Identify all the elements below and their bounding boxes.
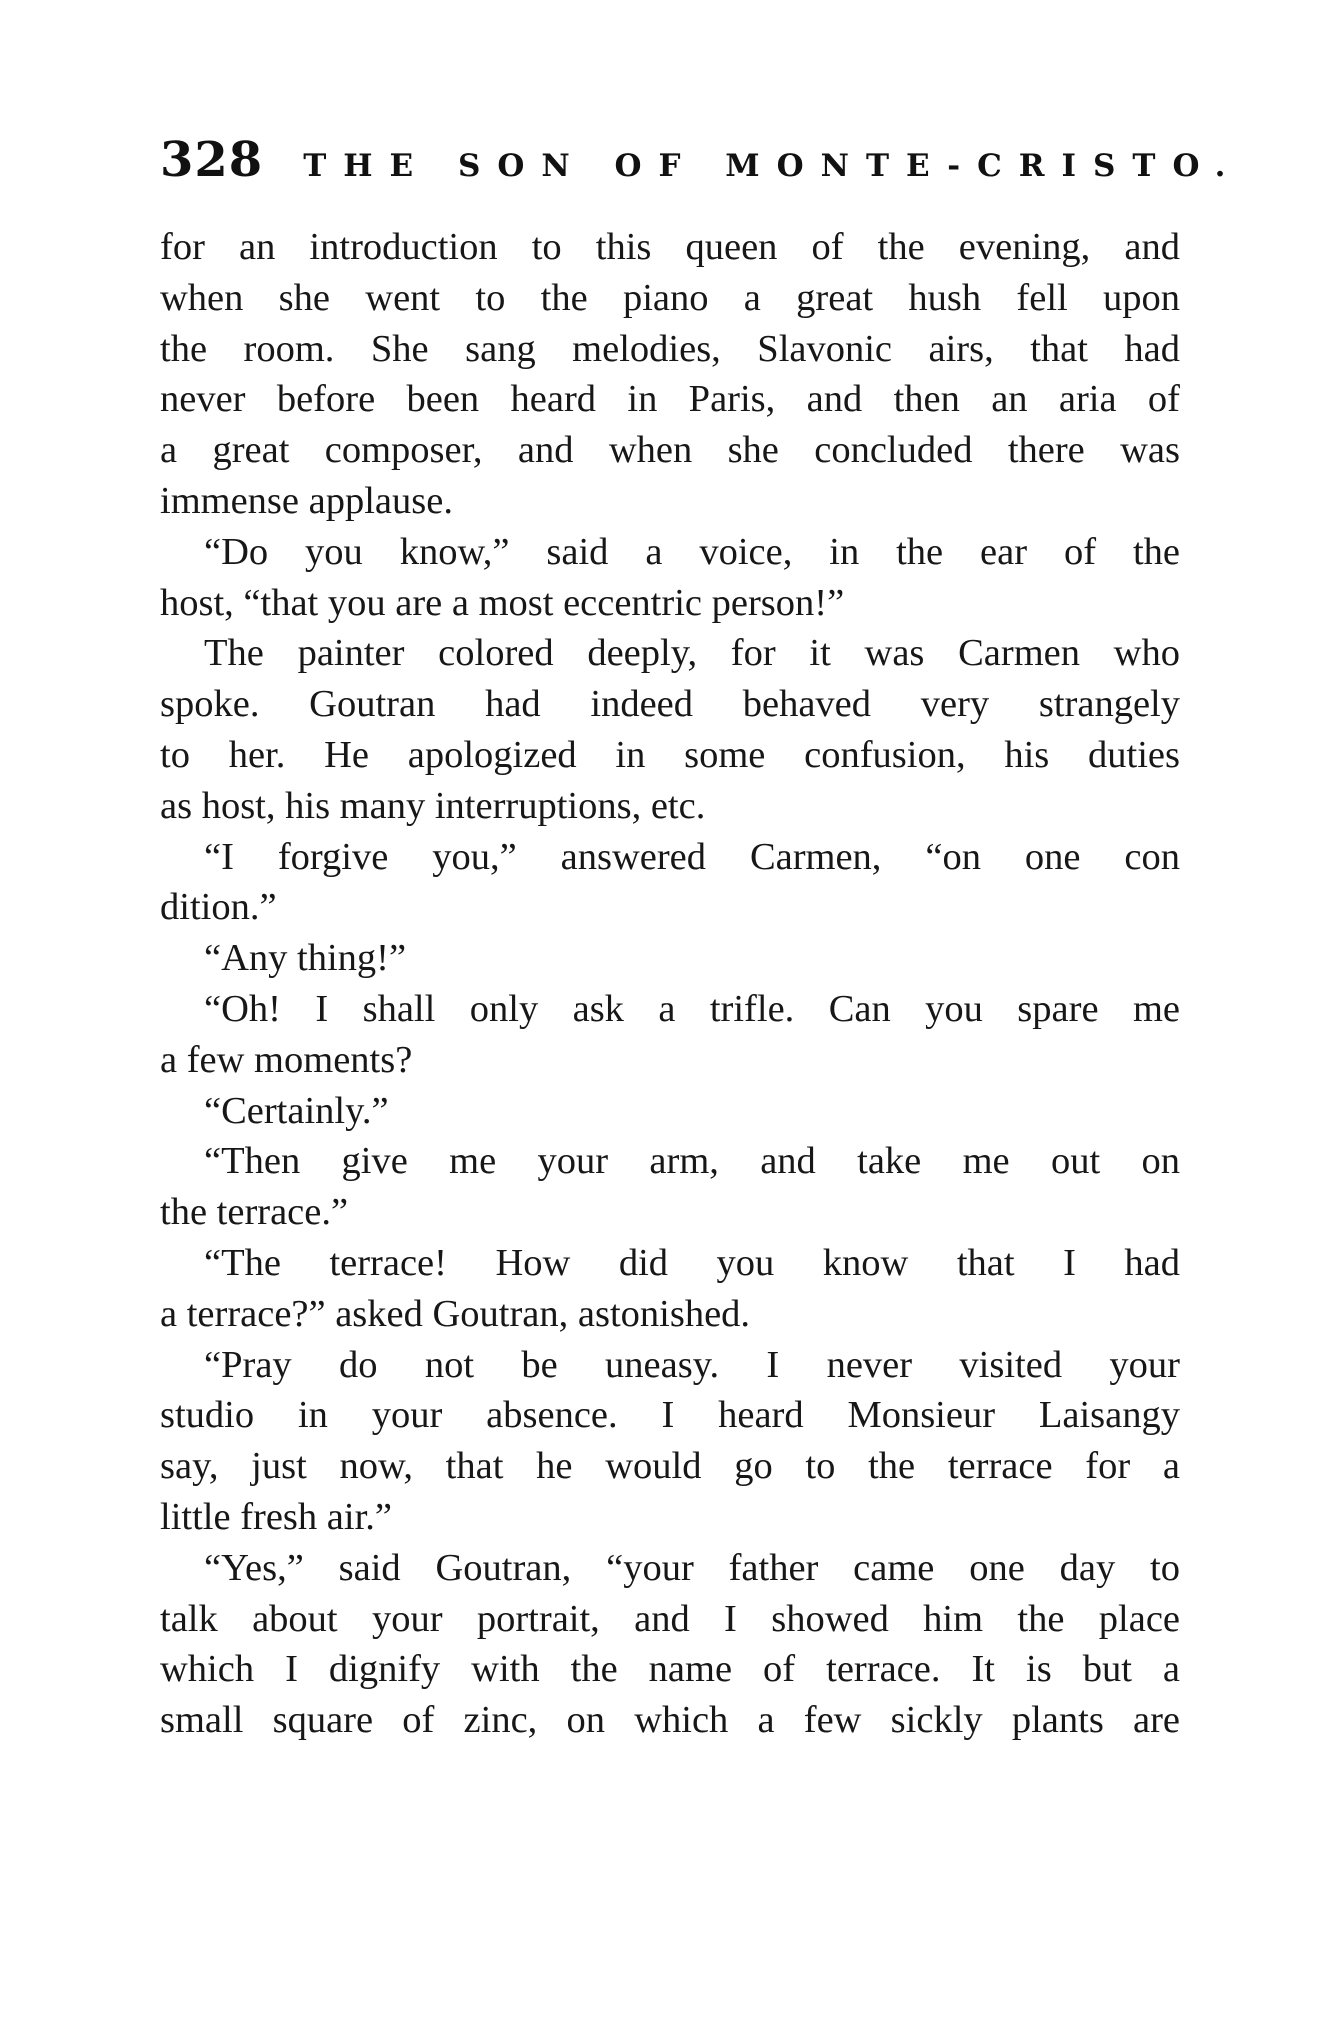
text-line: “Pray do not be uneasy. I never visited your <box>204 1343 1180 1386</box>
body-text <box>160 222 1180 1746</box>
page-header <box>160 132 1243 192</box>
text-line: which I dignify with the name of terrace. It is but a <box>160 1648 1180 1691</box>
text-line: “The terrace! How did you know that I had <box>204 1241 1180 1284</box>
text-line: “Yes,” said Goutran, “your father came one day to <box>204 1546 1180 1589</box>
text-line: “Certainly.” <box>204 1089 389 1132</box>
text-line: spoke. Goutran had indeed behaved very strangely <box>160 683 1180 726</box>
text-line: The painter colored deeply, for it was Carmen who <box>204 632 1180 675</box>
text-line: “Then give me your arm, and take me out on <box>204 1140 1180 1183</box>
text-line: “I forgive you,” answered Carmen, “on one con <box>204 835 1180 878</box>
text-line: small square of zinc, on which a few sickly plants are <box>160 1699 1180 1742</box>
text-line: immense applause. <box>160 479 453 522</box>
text-line: a terrace?” asked Goutran, astonished. <box>160 1292 751 1335</box>
text-line: never before been heard in Paris, and then an aria of <box>160 378 1180 421</box>
text-line: “Do you know,” said a voice, in the ear of the <box>204 530 1180 573</box>
text-line: little fresh air.” <box>160 1495 392 1538</box>
text-line: for an introduction to this queen of the evening, and <box>160 226 1180 268</box>
text-line: as host, his many interruptions, etc. <box>160 784 706 827</box>
text-line: “Any thing!” <box>204 937 407 980</box>
text-line: a few moments? <box>160 1038 413 1081</box>
text-line: studio in your absence. I heard Monsieur Laisangy <box>160 1394 1180 1437</box>
running-title: THE SON OF MONTE-CRISTO. <box>303 148 1243 184</box>
text-line: a great composer, and when she concluded there was <box>160 429 1180 472</box>
text-line: talk about your portrait, and I showed him the place <box>160 1597 1180 1640</box>
text-line: host, “that you are a most eccentric person!” <box>160 581 845 624</box>
text-line: to her. He apologized in some confusion, his duties <box>160 733 1180 776</box>
page-number: 328 <box>160 132 264 188</box>
text-line: the terrace.” <box>160 1191 349 1234</box>
text-line: the room. She sang melodies, Slavonic airs, that had <box>160 327 1180 370</box>
text-line: “Oh! I shall only ask a trifle. Can you spare me <box>204 987 1180 1030</box>
text-line: dition.” <box>160 886 277 929</box>
text-line: when she went to the piano a great hush fell upon <box>160 276 1180 319</box>
text-line: say, just now, that he would go to the terrace for a <box>160 1445 1180 1488</box>
